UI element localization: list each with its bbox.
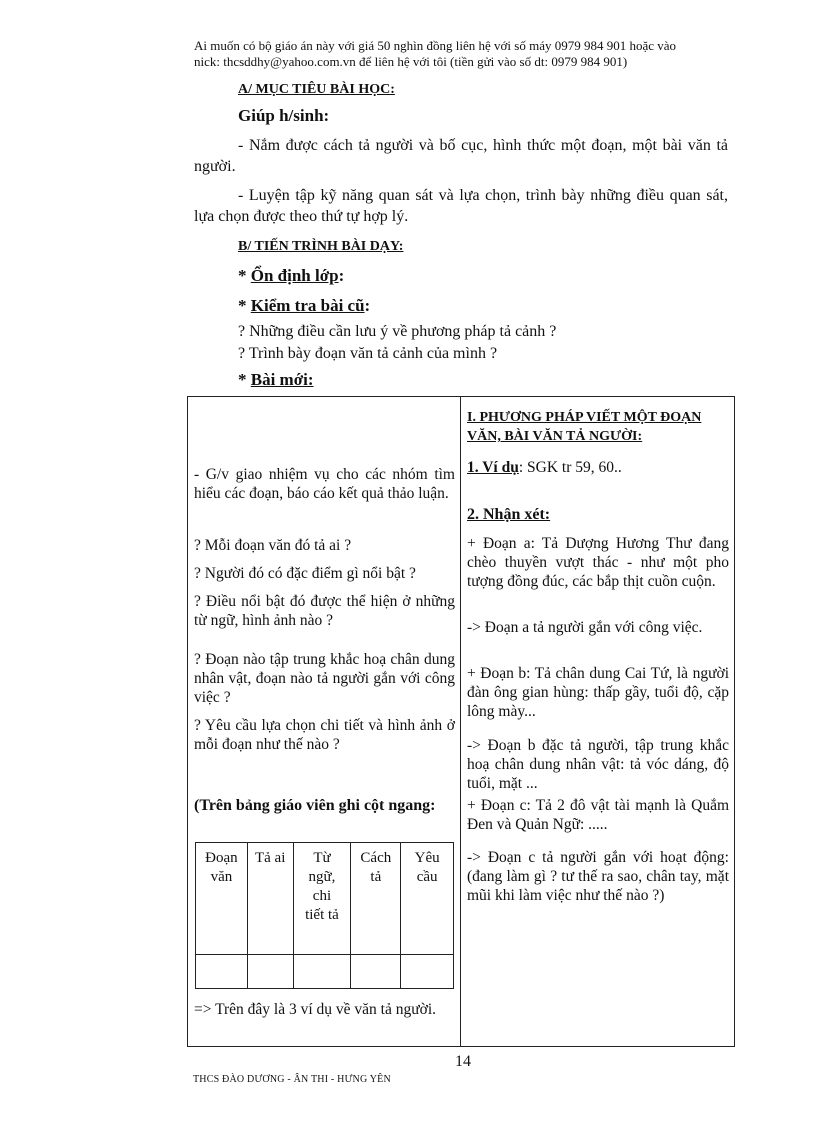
left-question-3: ? Điều nổi bật đó được thể hiện ở những từ ngữ, hình ảnh nào ?	[194, 593, 455, 629]
summary-table	[195, 842, 454, 989]
left-question-4: ? Đoạn nào tập trung khắc hoạ chân dung nhân vật, đoạn nào tả người gắn với công việc ?	[194, 651, 455, 706]
left-question-2: ? Người đó có đặc điểm gì nổi bật ?	[194, 565, 416, 582]
table-cell	[247, 955, 293, 989]
table-header-cell: Tả ai	[247, 843, 293, 955]
objective-2: - Luyện tập kỹ năng quan sát và lựa chọn, trình bày những điều quan sát, lựa chọn được theo thứ tự hợp lý.	[194, 187, 728, 225]
section-b-heading: B/ TIẾN TRÌNH BÀI DẠY:	[238, 239, 404, 254]
column-divider	[460, 396, 461, 1047]
step-1-colon: :	[338, 266, 345, 285]
step-1-star: *	[238, 266, 251, 285]
example-text: : SGK tr 59, 60..	[518, 459, 622, 476]
example-label: 1. Ví dụ	[467, 459, 519, 476]
remark-heading: 2. Nhận xét:	[467, 506, 551, 523]
objective-1: - Nắm được cách tả người và bố cục, hình thức một đoạn, một bài văn tả người.	[194, 137, 728, 175]
method-heading: I. PHƯƠNG PHÁP VIẾT MỘT ĐOẠN VĂN, BÀI VĂN TẢ NGƯỜI:	[467, 410, 702, 444]
section-a-heading: A/ MỤC TIÊU BÀI HỌC:	[238, 82, 395, 97]
step-2-star: *	[238, 296, 251, 315]
step-1-label: Ổn định lớp	[250, 266, 339, 285]
header-note	[194, 38, 754, 70]
table-cell	[351, 955, 401, 989]
table-cell	[401, 955, 454, 989]
remark-a-2: -> Đoạn a tả người gắn với công việc.	[467, 619, 703, 636]
table-header-cell: Cách tả	[351, 843, 401, 955]
table-header-cell: Đoạn văn	[196, 843, 248, 955]
summary-table-empty-row	[196, 955, 454, 989]
step-3-star: *	[238, 370, 251, 389]
old-lesson-question-2: ? Trình bày đoạn văn tả cảnh của mình ?	[238, 345, 498, 362]
board-note: (Trên bảng giáo viên ghi cột ngang:	[194, 797, 436, 814]
step-on-dinh-lop	[238, 266, 344, 286]
table-cell	[293, 955, 351, 989]
step-kiem-tra	[238, 296, 370, 316]
remark-a-1: + Đoạn a: Tả Dượng Hương Thư đang chèo thuyền vượt thác - như một pho tượng đồng đúc, các bắp thịt cuồn cuộn.	[467, 535, 729, 590]
school-footer: THCS ĐÀO DƯƠNG - ÂN THI - HƯNG YÊN	[193, 1074, 391, 1085]
table-cell	[196, 955, 248, 989]
step-2-colon: :	[364, 296, 371, 315]
old-lesson-question-1: ? Những điều cần lưu ý về phương pháp tả cảnh ?	[238, 323, 557, 340]
remark-c-1: + Đoạn c: Tả 2 đô vật tài mạnh là Quắm Đen và Quản Ngữ: .....	[467, 797, 729, 833]
remark-c-2: -> Đoạn c tả người gắn với hoạt động: (đang làm gì ? tư thế ra sao, chân tay, mặt mũi khi làm việc như thế nào ?)	[467, 849, 729, 904]
step-3-label: Bài mới:	[250, 370, 314, 389]
header-line-2: nick: thcsddhy@yahoo.com.vn để liên hệ với tôi (tiền gửi vào số dt: 0979 984 901)	[194, 54, 628, 69]
section-a-sub: Giúp h/sinh:	[238, 106, 330, 125]
example-line	[467, 458, 729, 477]
table-header-cell: Từ ngữ, chi tiết tả	[293, 843, 351, 955]
remark-b-1: + Đoạn b: Tả chân dung Cai Tứ, là người đàn ông gian hùng: thấp gầy, tuổi độ, cặp lông mày...	[467, 665, 729, 720]
remark-b-2: -> Đoạn b đặc tả người, tập trung khắc hoạ chân dung nhân vật: tả vóc dáng, độ tuổi, mặt ...	[467, 737, 729, 792]
step-2-label: Kiểm tra bài cũ	[250, 296, 365, 315]
left-question-5: ? Yêu cầu lựa chọn chi tiết và hình ảnh ở mỗi đoạn như thế nào ?	[194, 717, 455, 753]
conclusion: => Trên đây là 3 ví dụ về văn tả người.	[194, 1001, 437, 1018]
page-number: 14	[455, 1053, 471, 1070]
left-question-1: ? Mỗi đoạn văn đó tả ai ?	[194, 537, 352, 554]
table-header-cell: Yêu cầu	[401, 843, 454, 955]
teacher-task: - G/v giao nhiệm vụ cho các nhóm tìm hiểu các đoạn, báo cáo kết quả thảo luận.	[194, 466, 455, 502]
header-line-1: Ai muốn có bộ giáo án này với giá 50 nghìn đồng liên hệ với số máy 0979 984 901 hoặc vào	[194, 38, 677, 53]
step-bai-moi	[238, 370, 314, 390]
summary-table-header-row	[196, 843, 454, 955]
